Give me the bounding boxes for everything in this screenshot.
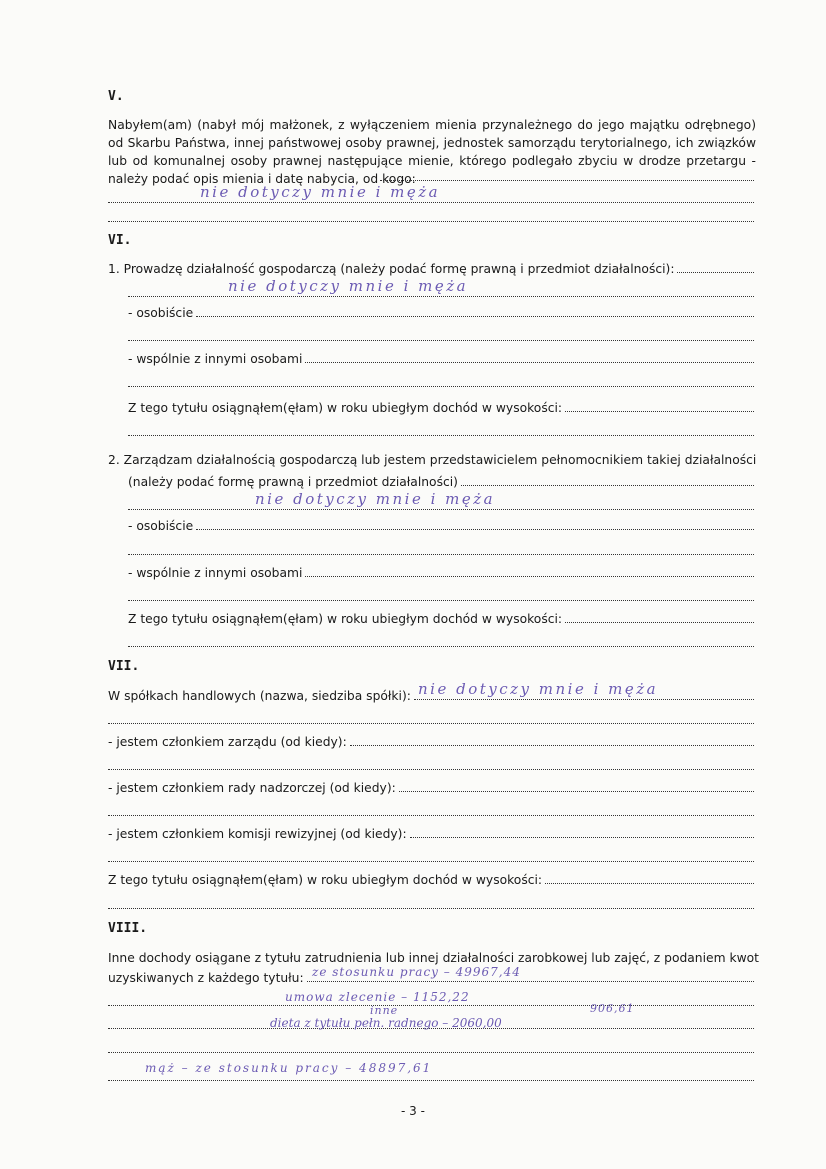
section-vi-heading: VI. [108,233,132,248]
vii-audit-row[interactable] [108,825,754,841]
vii-supervisory-row[interactable] [108,779,754,795]
handwritten-viii-5: mąż – ze stosunku pracy – 48897,61 [145,1061,433,1075]
vi-item1-osobiscie-row[interactable] [128,304,754,320]
handwritten-viii-2: umowa zlecenie – 1152,22 [285,990,470,1004]
vii-audit-label: - jestem członkiem komisji rewizyjnej (od kiedy): [108,827,407,841]
vi-item2-line-3[interactable] [128,588,754,604]
vi-item2-label-row2[interactable] [128,473,754,489]
vi-item1-income-label: Z tego tytułu osiągnąłem(ęłam) w roku ubiegłym dochód w wysokości: [128,401,563,415]
section-v-text: Nabyłem(am) (nabył mój małżonek, z wyłączeniem mienia przynależnego do jego majątku odrębnego) od Skarbu Państwa, innej państwowej osoby prawnej, jednostek samorządu terytorialnego, ich związków lub od komunalnej osoby prawnej następujące mienie, którego podlegało zbyciu w drodze przetargu - należy podać opis mienia i datę nabycia, od kogo: [108,118,756,186]
vi-item1-line-2[interactable] [128,328,754,344]
vi-item1-line-4[interactable] [128,423,754,439]
handwritten-na-vi-1: nie dotyczy mnie i męża [228,277,469,295]
viii-paragraph-line2: uzyskiwanych z każdego tytułu: [108,971,304,985]
viii-paragraph-row1 [108,949,759,965]
vi-item2-osobiscie-row[interactable] [128,517,754,533]
vi-item1-label: 1. Prowadzę działalność gospodarczą (należy podać formę prawną i przedmiot działalności): [108,262,675,276]
vi-item1-wspolnie-label: - wspólnie z innymi osobami [128,352,303,366]
vii-supervisory-label: - jestem członkiem rady nadzorczej (od kiedy): [108,781,396,795]
vi-item2-income-row[interactable] [128,610,754,626]
vi-item1-income-row[interactable] [128,399,754,415]
vi-item1-wspolnie-row[interactable] [128,350,754,366]
vi-item2-wspolnie-row[interactable] [128,564,754,580]
vii-income-row[interactable] [108,871,754,887]
section-v-line-0[interactable] [380,168,754,184]
vii-line-1[interactable] [108,711,754,727]
handwritten-na-vii: nie dotyczy mnie i męża [418,680,659,698]
vi-item1-osobiscie-label: - osobiście [128,306,194,320]
vi-item2-label-line2: (należy podać formę prawną i przedmiot działalności) [128,475,458,489]
vii-board-row[interactable] [108,733,754,749]
vi-item1-line-3[interactable] [128,374,754,390]
vii-line-3[interactable] [108,803,754,819]
vi-item2-osobiscie-label: - osobiście [128,519,194,533]
vii-line-2[interactable] [108,757,754,773]
handwritten-viii-1: ze stosunku pracy – 49967,44 [312,965,521,979]
vi-item2-label-line1: 2. Zarządzam działalnością gospodarczą lub jestem przedstawicielem pełnomocnikiem takiej działalności [108,453,757,467]
vii-companies-label: W spółkach handlowych (nazwa, siedziba spółki): [108,689,411,703]
vi-item2-line-4[interactable] [128,634,754,650]
viii-line-3[interactable] [108,1040,754,1056]
section-v-line-2[interactable] [108,209,754,225]
vi-item2-income-label: Z tego tytułu osiągnąłem(ęłam) w roku ubiegłym dochód w wysokości: [128,612,563,626]
section-viii-heading: VIII. [108,921,148,936]
viii-paragraph-line1: Inne dochody osiągane z tytułu zatrudnienia lub innej działalności zarobkowej lub zajęć, z podaniem kwot [108,951,759,965]
section-vii-heading: VII. [108,659,140,674]
vii-board-label: - jestem członkiem zarządu (od kiedy): [108,735,347,749]
vii-line-5[interactable] [108,896,754,912]
vi-item2-wspolnie-label: - wspólnie z innymi osobami [128,566,303,580]
vi-item2-line-2[interactable] [128,542,754,558]
handwritten-viii-3: dieta z tytułu pełn. radnego – 2060,00 [270,1016,502,1030]
handwritten-viii-inne-amount: 906,61 [590,1002,635,1015]
vii-line-4[interactable] [108,849,754,865]
handwritten-viii-inne: inne [370,1004,399,1017]
vii-income-label: Z tego tytułu osiągnąłem(ęłam) w roku ubiegłym dochód w wysokości: [108,873,543,887]
vi-item2-label-row1 [108,451,757,467]
page-number: - 3 - [401,1104,425,1118]
vi-item1-row[interactable] [108,260,754,276]
section-v-heading: V. [108,89,124,104]
handwritten-na-vi-2: nie dotyczy mnie i męża [255,490,496,508]
handwritten-na-v: nie dotyczy mnie i męża [200,183,441,201]
